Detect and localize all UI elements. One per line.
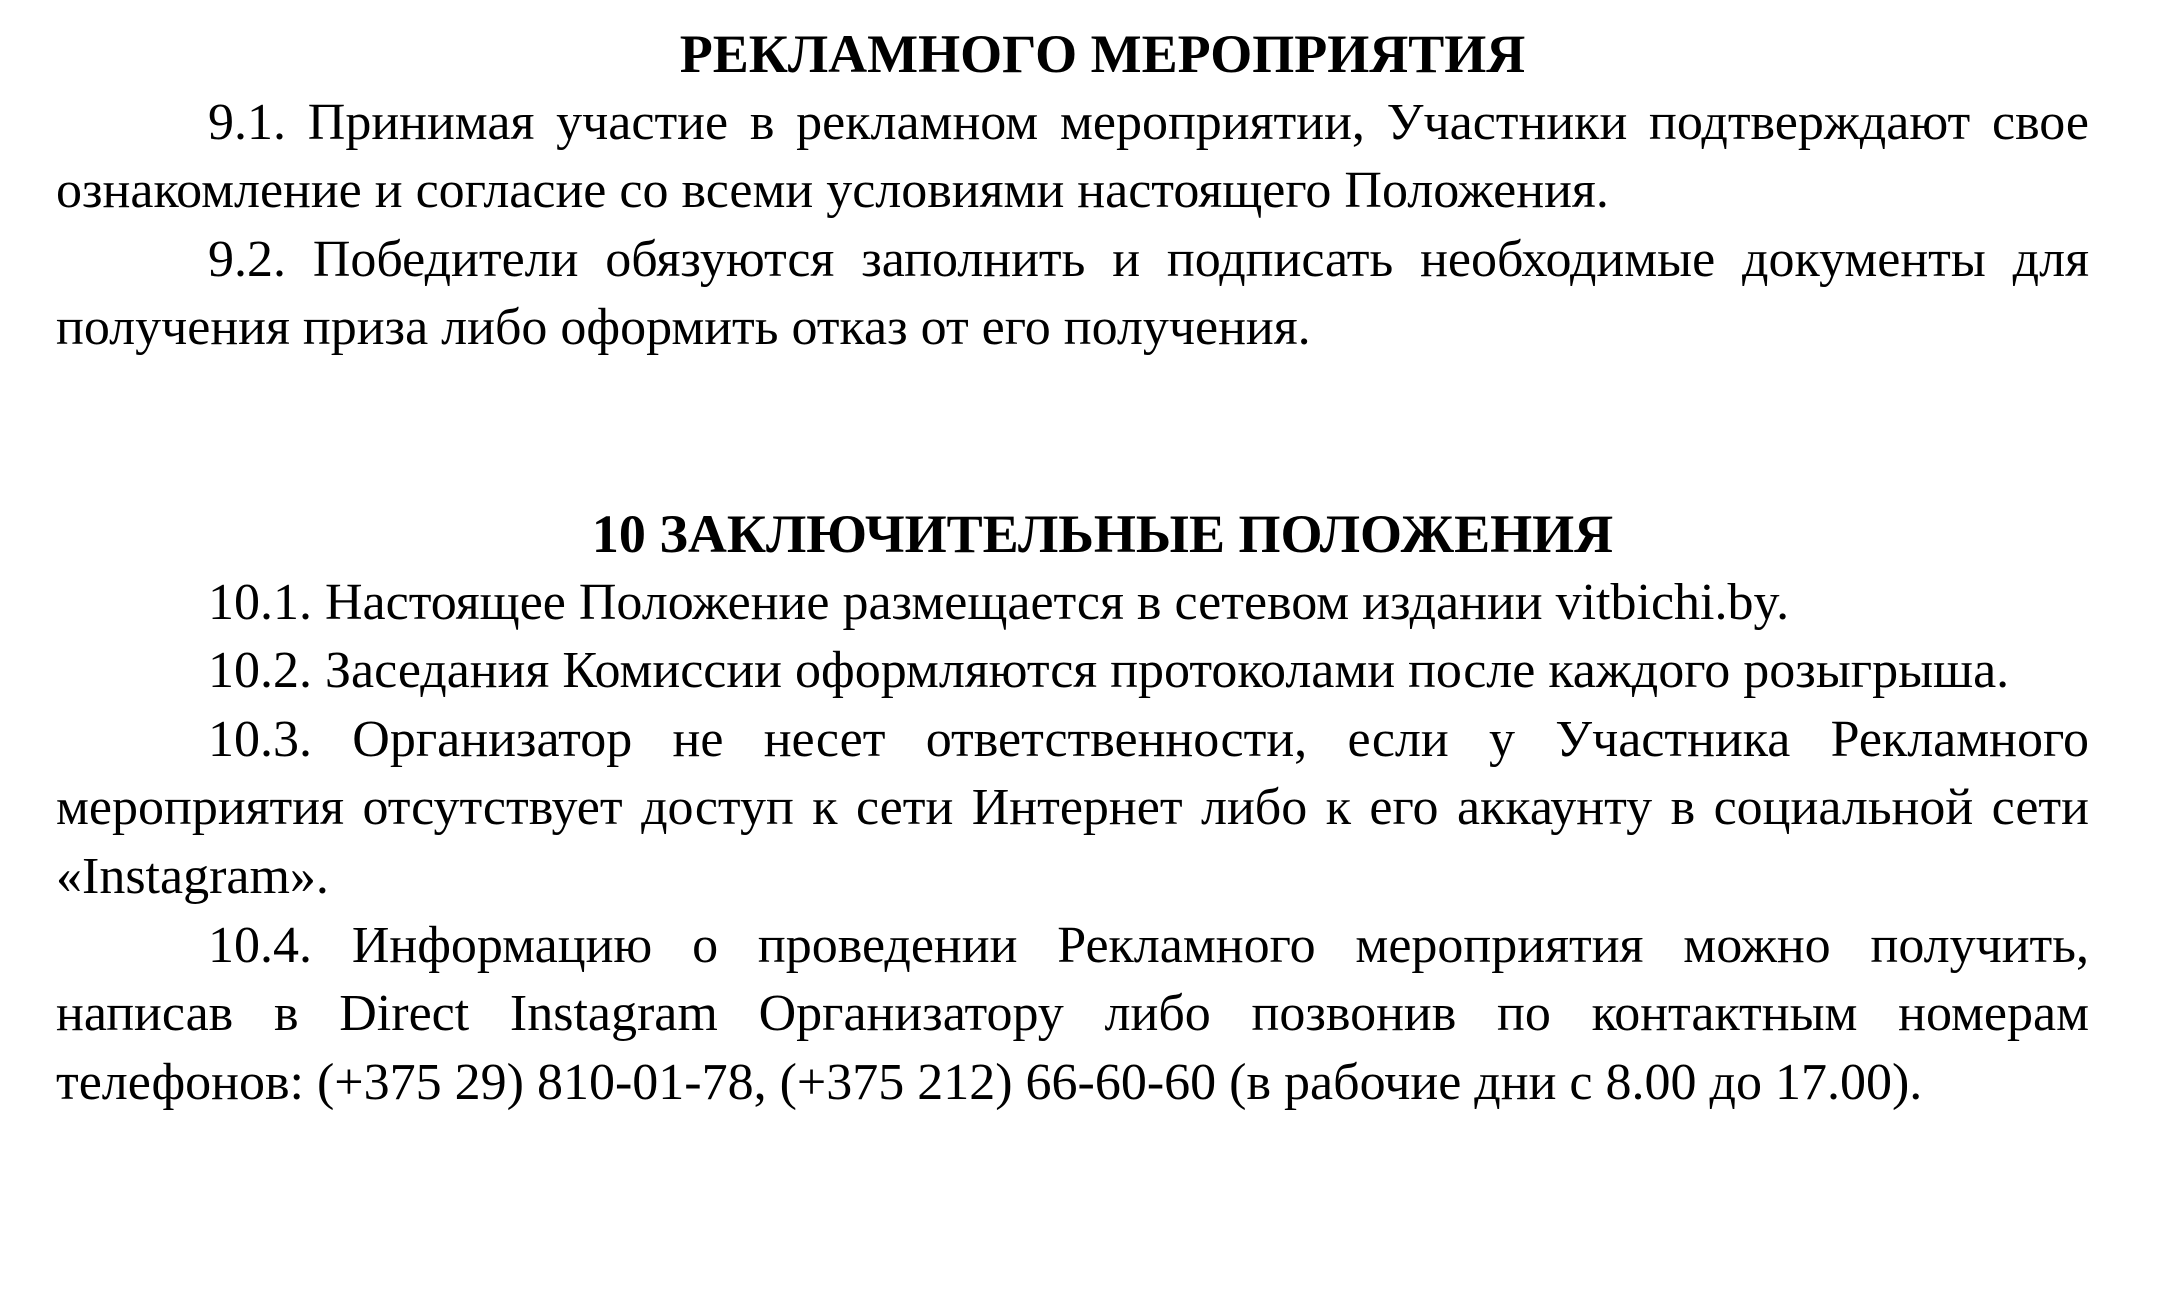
paragraph-10-2: 10.2. Заседания Комиссии оформляются протоколами после каждого розыгрыша. [208, 642, 2010, 700]
paragraph-10-4: 10.4. Информацию о проведении Рекламного мероприятия можно получить, написав в Direct Instagram Организатору либо позвонив по контактным номерам телефонов: (+375 29) 810-01-78, (+375 212) 66-60-60 (в рабочие дни с 8.00 до 17.00). [56, 916, 2089, 1111]
paragraph-10-3: 10.3. Организатор не несет ответственности, если у Участника Рекламного мероприятия отсутствует доступ к сети Интернет либо к его аккаунту в социальной сети «Instagram». [56, 710, 2089, 905]
document-page [56, 20, 2089, 1117]
paragraph-10-1: 10.1. Настоящее Положение размещается в сетевом издании vitbichi.by. [208, 573, 1790, 631]
section-10-heading: 10 ЗАКЛЮЧИТЕЛЬНЫЕ ПОЛОЖЕНИЯ [591, 503, 1614, 564]
section-9-heading: РЕКЛАМНОГО МЕРОПРИЯТИЯ [679, 24, 1526, 84]
paragraph-9-2: 9.2. Победители обязуются заполнить и подписать необходимые документы для получения приза либо оформить отказ от его получения. [56, 230, 2089, 357]
paragraph-9-1: 9.1. Принимая участие в рекламном мероприятии, Участники подтверждают свое ознакомление и согласие со всеми условиями настоящего Положения. [56, 93, 2089, 220]
